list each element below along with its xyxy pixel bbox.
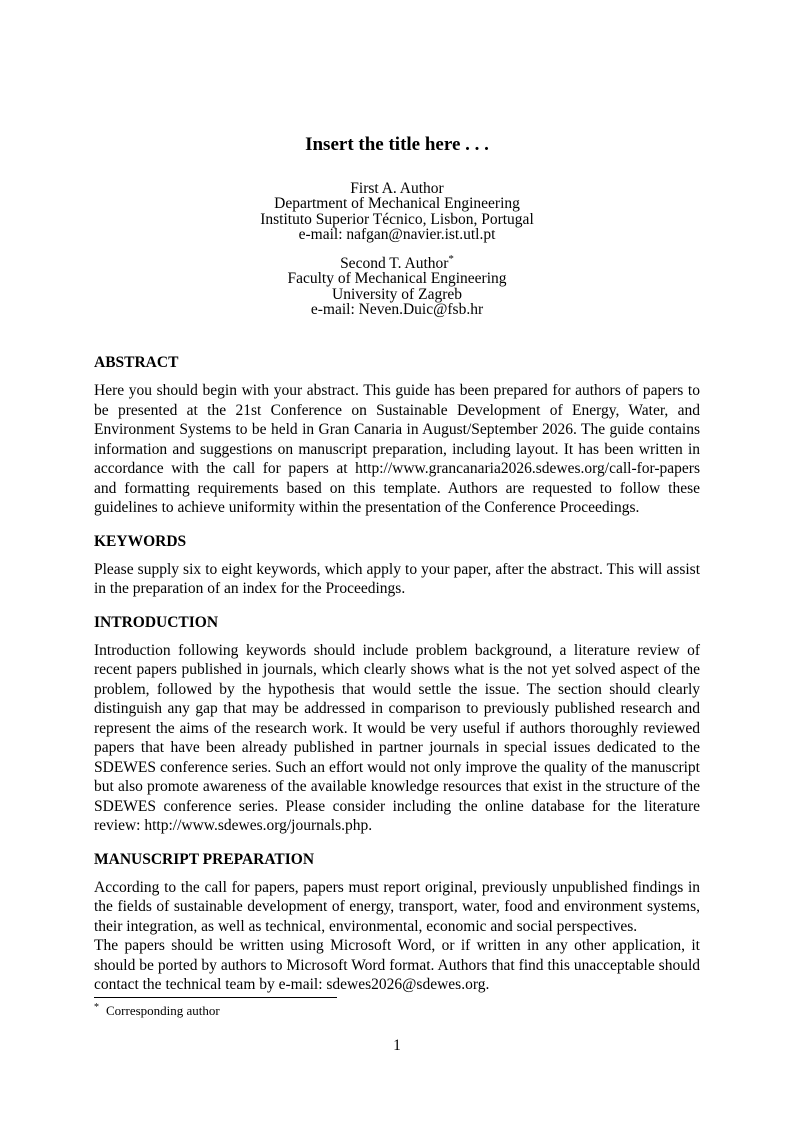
introduction-paragraph: Introduction following keywords should include problem background, a literature review of recent papers published in journals, which clearly shows what is the not yet solved aspect of the problem, followed by the hypothesis that would settle the issue. The section should clearly distinguish any gap that may be addressed in comparison to previously published research and represent the aims of the research work. It would be very useful if authors thoroughly reviewed papers that have been already published in partner journals in special issues dedicated to the SDEWES conference series. Such an effort would not only improve the quality of the manuscript but also promote awareness of the available knowledge resources that exist in the structure of the SDEWES conference series. Please consider including the online database for the literature review: http://www.sdewes.org/journals.php. [94,641,700,835]
section-manuscript-preparation [94,850,700,995]
section-heading-manuscript-preparation: MANUSCRIPT PREPARATION [94,850,315,868]
section-heading-keywords: KEYWORDS [94,532,187,550]
author-department: Department of Mechanical Engineering [274,195,520,213]
author-name [94,253,700,273]
paper-title: Insert the title here . . . [305,134,489,155]
section-abstract [94,353,700,518]
author-institution: University of Zagreb [332,285,462,303]
author-block-first [94,181,700,242]
manuscript-preparation-paragraph-1: According to the call for papers, papers must report original, previously unpublished findings in the fields of sustainable development of energy, transport, water, food and environment systems, their integration, as well as technical, environmental, economic and social perspectives. [94,878,700,935]
section-heading-introduction: INTRODUCTION [94,613,219,631]
footnote-divider [94,997,337,998]
abstract-paragraph: Here you should begin with your abstract. This guide has been prepared for authors of papers to be presented at the 21st Conference on Sustainable Development of Energy, Water, and Environment Systems to be held in Gran Canaria in August/September 2026. The guide contains information and suggestions on manuscript preparation, including layout. It has been written in accordance with the call for papers at http://www.grancanaria2026.sdewes.org/call-for-papers and formatting requirements based on this template. Authors are requested to follow these guidelines to achieve uniformity within the presentation of the Conference Proceedings. [94,382,700,517]
page-number: 1 [393,1037,401,1054]
author-name: First A. Author [350,180,444,197]
footnote-marker: * [94,1001,99,1013]
page-content [94,0,700,995]
section-heading-abstract: ABSTRACT [94,354,179,372]
corresponding-author-marker: * [448,253,454,266]
author-name-text: Second T. Author [340,255,449,273]
author-block-second [94,253,700,319]
author-email: e-mail: nafgan@navier.ist.utl.pt [298,225,496,243]
author-email: e-mail: Neven.Duic@fsb.hr [310,301,484,319]
footnote [94,1003,700,1019]
section-introduction [94,613,700,836]
footnote-text: Corresponding author [106,1003,220,1018]
author-institution: Instituto Superior Técnico, Lisbon, Portugal [260,210,534,228]
author-department: Faculty of Mechanical Engineering [287,270,507,288]
manuscript-preparation-paragraph-2: The papers should be written using Microsoft Word, or if written in any other application, it should be ported by authors to Microsoft Word format. Authors that find this unacceptable should contact the technical team by e-mail: sdewes2026@sdewes.org. [94,937,700,994]
section-keywords [94,532,700,599]
keywords-paragraph: Please supply six to eight keywords, which apply to your paper, after the abstract. This will assist in the preparation of an index for the Proceedings. [94,560,700,598]
